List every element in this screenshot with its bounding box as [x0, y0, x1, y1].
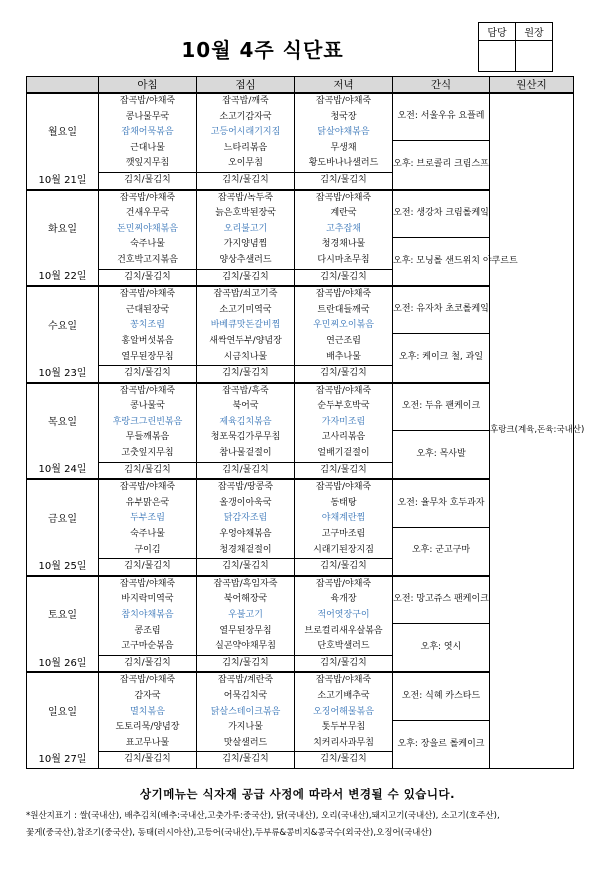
meal-cell: 잡곡밥/야채죽: [295, 576, 393, 593]
day-date: 10월 25일: [27, 559, 99, 576]
day-date: 10월 27일: [27, 752, 99, 769]
meal-cell: 양상추샐러드: [197, 253, 295, 269]
meal-cell: 다시마초무침: [295, 253, 393, 269]
approval-director-label: 원장: [516, 23, 553, 41]
meal-cell: 잡곡밥/야채죽: [99, 93, 197, 110]
approval-director-sign: [516, 41, 553, 72]
meal-cell: 순두부호박국: [295, 399, 393, 415]
notice-text: 상기메뉴는 식자재 공급 사정에 따라서 변경될 수 있습니다.: [139, 787, 455, 801]
day-date: 10월 21일: [27, 172, 99, 189]
snack-pm: 오후: 케이크 철, 과일: [393, 334, 490, 383]
meal-cell: 잡곡밥/깨죽: [197, 93, 295, 110]
snack-pm: 오후: 군고구마: [393, 527, 490, 576]
origin-cell: [490, 93, 585, 768]
meal-cell: 열무된장무침: [197, 624, 295, 640]
meal-cell: 소고기미역국: [197, 303, 295, 319]
kimchi-cell: 김치/물김치: [197, 366, 295, 383]
meal-cell: 올갱이아욱국: [197, 496, 295, 512]
meal-cell: 소고기감자국: [197, 110, 295, 126]
kimchi-cell: 김치/물김치: [295, 172, 393, 189]
meal-cell: 무들깨볶음: [99, 430, 197, 446]
meal-cell: 트란대들깨국: [295, 303, 393, 319]
meal-cell: 잡곡밥/야채죽: [99, 286, 197, 303]
meal-cell: 고구마조림: [295, 527, 393, 543]
day-label: 화요일: [27, 190, 99, 269]
day-date: 10월 26일: [27, 655, 99, 672]
meal-cell: 단호박샐러드: [295, 639, 393, 655]
meal-cell: 건호박고지볶음: [99, 253, 197, 269]
kimchi-cell: 김치/물김치: [99, 172, 197, 189]
snack-pm: 오후: 모닝롤 샌드위치 야쿠르트: [393, 237, 490, 286]
kimchi-cell: 김치/물김치: [99, 462, 197, 479]
meal-cell: 잡곡밥/야채죽: [99, 576, 197, 593]
meal-cell: 구이김: [99, 543, 197, 559]
header-dinner: 저녁: [295, 77, 393, 94]
day-label: 월요일: [27, 93, 99, 172]
snack-am: 오전: 망고쥬스 팬케이크: [393, 576, 490, 624]
header-blank: [27, 77, 99, 94]
meal-cell: 잡곡밥/땅콩죽: [197, 479, 295, 496]
meal-cell: 잡곡밥/야채죽: [99, 383, 197, 400]
meal-cell: 근대된장국: [99, 303, 197, 319]
meal-cell: 잡곡밥/야채죽: [99, 190, 197, 207]
meal-cell: 무생채: [295, 141, 393, 157]
meal-cell: 닭살스테이크볶음: [197, 705, 295, 721]
header-snack: 간식: [393, 77, 490, 94]
day-label: 일요일: [27, 672, 99, 751]
kimchi-cell: 김치/물김치: [295, 559, 393, 576]
kimchi-cell: 김치/물김치: [197, 269, 295, 286]
meal-cell: 잡곡밥/야채죽: [99, 672, 197, 689]
meal-cell: 오리불고기: [197, 222, 295, 238]
meal-cell: 감자국: [99, 689, 197, 705]
kimchi-cell: 김치/물김치: [99, 655, 197, 672]
day-label: 목요일: [27, 383, 99, 462]
snack-am: 오전: 서울우유 요플레: [393, 93, 490, 141]
meal-cell: 잡곡밥/야채죽: [295, 286, 393, 303]
meal-cell: 우불고기: [197, 608, 295, 624]
meal-cell: 잡곡밥/쇠고기죽: [197, 286, 295, 303]
header-lunch: 점심: [197, 77, 295, 94]
meal-cell: 숙주나물: [99, 237, 197, 253]
meal-cell: 유부맑은국: [99, 496, 197, 512]
meal-cell: 콩조림: [99, 624, 197, 640]
menu-table: [26, 76, 585, 769]
meal-cell: 육개장: [295, 592, 393, 608]
snack-am: 오전: 식혜 카스타드: [393, 672, 490, 720]
meal-cell: 오이무침: [197, 156, 295, 172]
meal-cell: 제육김치볶음: [197, 415, 295, 431]
kimchi-cell: 김치/물김치: [197, 559, 295, 576]
meal-cell: 오징어해물볶음: [295, 705, 393, 721]
meal-cell: 잡곡밥/야채죽: [295, 93, 393, 110]
kimchi-cell: 김치/물김치: [197, 752, 295, 769]
meal-cell: 어묵김치국: [197, 689, 295, 705]
snack-pm: 오후: 장을르 롤케이크: [393, 720, 490, 768]
meal-cell: 참나물겉절이: [197, 446, 295, 462]
kimchi-cell: 김치/물김치: [99, 559, 197, 576]
meal-cell: 도토리묵/양념장: [99, 720, 197, 736]
meal-cell: 청경채겉절이: [197, 543, 295, 559]
meal-cell: 잡곡밥/계란죽: [197, 672, 295, 689]
meal-cell: 표고무나물: [99, 736, 197, 752]
day-label: 금요일: [27, 479, 99, 558]
meal-cell: 청경채나물: [295, 237, 393, 253]
meal-cell: 고추잡채: [295, 222, 393, 238]
kimchi-cell: 김치/물김치: [197, 655, 295, 672]
kimchi-cell: 김치/물김치: [295, 462, 393, 479]
meal-cell: 고등어시래기지짐: [197, 125, 295, 141]
origin-legend: [26, 808, 576, 842]
meal-cell: 바지락미역국: [99, 592, 197, 608]
snack-am: 오전: 생강차 크림롤케잌: [393, 190, 490, 238]
kimchi-cell: 김치/물김치: [295, 366, 393, 383]
approval-manager-label: 담당: [479, 23, 516, 41]
snack-am: 오전: 두유 팬케이크: [393, 383, 490, 431]
kimchi-cell: 김치/물김치: [197, 462, 295, 479]
meal-cell: 깻잎지무침: [99, 156, 197, 172]
meal-cell: 늙은호박된장국: [197, 206, 295, 222]
meal-cell: 두부조림: [99, 511, 197, 527]
meal-cell: 닭감자조림: [197, 511, 295, 527]
meal-cell: 가자미조림: [295, 415, 393, 431]
approval-box: [478, 22, 553, 72]
kimchi-cell: 김치/물김치: [197, 172, 295, 189]
meal-cell: 새싹연두부/양념장: [197, 334, 295, 350]
meal-cell: 근대나물: [99, 141, 197, 157]
meal-cell: 가지나물: [197, 720, 295, 736]
day-date: 10월 23일: [27, 366, 99, 383]
meal-cell: 잡곡밥/야채죽: [295, 190, 393, 207]
meal-cell: 연근조림: [295, 334, 393, 350]
meal-cell: 꽁치조림: [99, 318, 197, 334]
meal-cell: 가지양념찜: [197, 237, 295, 253]
meal-cell: 돈민찌야채볶음: [99, 222, 197, 238]
snack-pm: 오후: 브로콜리 크림스프: [393, 141, 490, 190]
meal-cell: 느타리볶음: [197, 141, 295, 157]
day-date: 10월 24일: [27, 462, 99, 479]
origin-legend-line: *원산지표기 : 쌀(국내산), 배추김치(배추:국내산,고춧가루:중국산), 닭(국내산), 오리(국내산),돼지고기(국내산), 소고기(호주산),: [26, 811, 500, 821]
origin-legend-line: 꽃게(중국산),참조기(중국산), 동태(러시아산),고등어(국내산),두부류&콩비지&콩국수(외국산),오징어(국내산): [26, 828, 432, 838]
meal-cell: 홍알버섯볶음: [99, 334, 197, 350]
snack-pm: 오후: 목사발: [393, 430, 490, 479]
meal-cell: 잡곡밥/녹두죽: [197, 190, 295, 207]
meal-cell: 참치야채볶음: [99, 608, 197, 624]
meal-cell: 북어해장국: [197, 592, 295, 608]
meal-cell: 시금치나물: [197, 350, 295, 366]
meal-cell: 잡곡밥/야채죽: [295, 383, 393, 400]
meal-cell: 닭살야채볶음: [295, 125, 393, 141]
meal-cell: 치커리사과무침: [295, 736, 393, 752]
meal-cell: 고구마순볶음: [99, 639, 197, 655]
meal-cell: 맛살샐러드: [197, 736, 295, 752]
meal-cell: 계란국: [295, 206, 393, 222]
meal-cell: 후랑크그린빈볶음: [99, 415, 197, 431]
meal-cell: 우민찌오이볶음: [295, 318, 393, 334]
header-origin: 원산지: [490, 77, 574, 94]
meal-cell: 잡곡밥/야채죽: [295, 479, 393, 496]
meal-cell: 콩나물무국: [99, 110, 197, 126]
meal-cell: 배추나물: [295, 350, 393, 366]
snack-pm: 오후: 엿시: [393, 624, 490, 673]
meal-cell: 소고기배추국: [295, 689, 393, 705]
page-title: 10월 4주 식단표: [181, 38, 344, 62]
meal-cell: 고춧잎지무침: [99, 446, 197, 462]
menu-row: [27, 93, 574, 110]
approval-manager-sign: [479, 41, 516, 72]
kimchi-cell: 김치/물김치: [295, 655, 393, 672]
meal-cell: 청포묵김가루무침: [197, 430, 295, 446]
meal-cell: 청국장: [295, 110, 393, 126]
day-date: 10월 22일: [27, 269, 99, 286]
meal-cell: 실곤약야채무침: [197, 639, 295, 655]
meal-cell: 얼배기겉절이: [295, 446, 393, 462]
day-label: 토요일: [27, 576, 99, 655]
meal-cell: 열무된장무침: [99, 350, 197, 366]
kimchi-cell: 김치/물김치: [295, 269, 393, 286]
origin-text: 후랑크(계육,돈육:국내산): [490, 425, 585, 436]
meal-cell: 바베큐맛돈갈비찜: [197, 318, 295, 334]
header-breakfast: 아침: [99, 77, 197, 94]
meal-cell: 적어엿장구이: [295, 608, 393, 624]
meal-cell: 브로컬리새우살볶음: [295, 624, 393, 640]
meal-cell: 톳두부무침: [295, 720, 393, 736]
kimchi-cell: 김치/물김치: [99, 366, 197, 383]
meal-cell: 잡곡밥/흑임자죽: [197, 576, 295, 593]
meal-cell: 시래기된장지짐: [295, 543, 393, 559]
meal-cell: 북어국: [197, 399, 295, 415]
meal-cell: 콩나물국: [99, 399, 197, 415]
snack-am: 오전: 유자차 초코롤케잌: [393, 286, 490, 334]
meal-cell: 건새우무국: [99, 206, 197, 222]
kimchi-cell: 김치/물김치: [99, 269, 197, 286]
kimchi-cell: 김치/물김치: [295, 752, 393, 769]
meal-cell: 잡곡밥/야채죽: [295, 672, 393, 689]
meal-cell: 잡곡밥/흑죽: [197, 383, 295, 400]
meal-cell: 야채계란찜: [295, 511, 393, 527]
meal-cell: 고사리볶음: [295, 430, 393, 446]
meal-cell: 황도바나나샐러드: [295, 156, 393, 172]
meal-cell: 잡곡밥/야채죽: [99, 479, 197, 496]
snack-am: 오전: 율무차 호두과자: [393, 479, 490, 527]
meal-cell: 숙주나물: [99, 527, 197, 543]
meal-cell: 우엉야채볶음: [197, 527, 295, 543]
kimchi-cell: 김치/물김치: [99, 752, 197, 769]
day-label: 수요일: [27, 286, 99, 365]
meal-cell: 동태탕: [295, 496, 393, 512]
meal-cell: 잡채어묵볶음: [99, 125, 197, 141]
meal-cell: 멸치볶음: [99, 705, 197, 721]
